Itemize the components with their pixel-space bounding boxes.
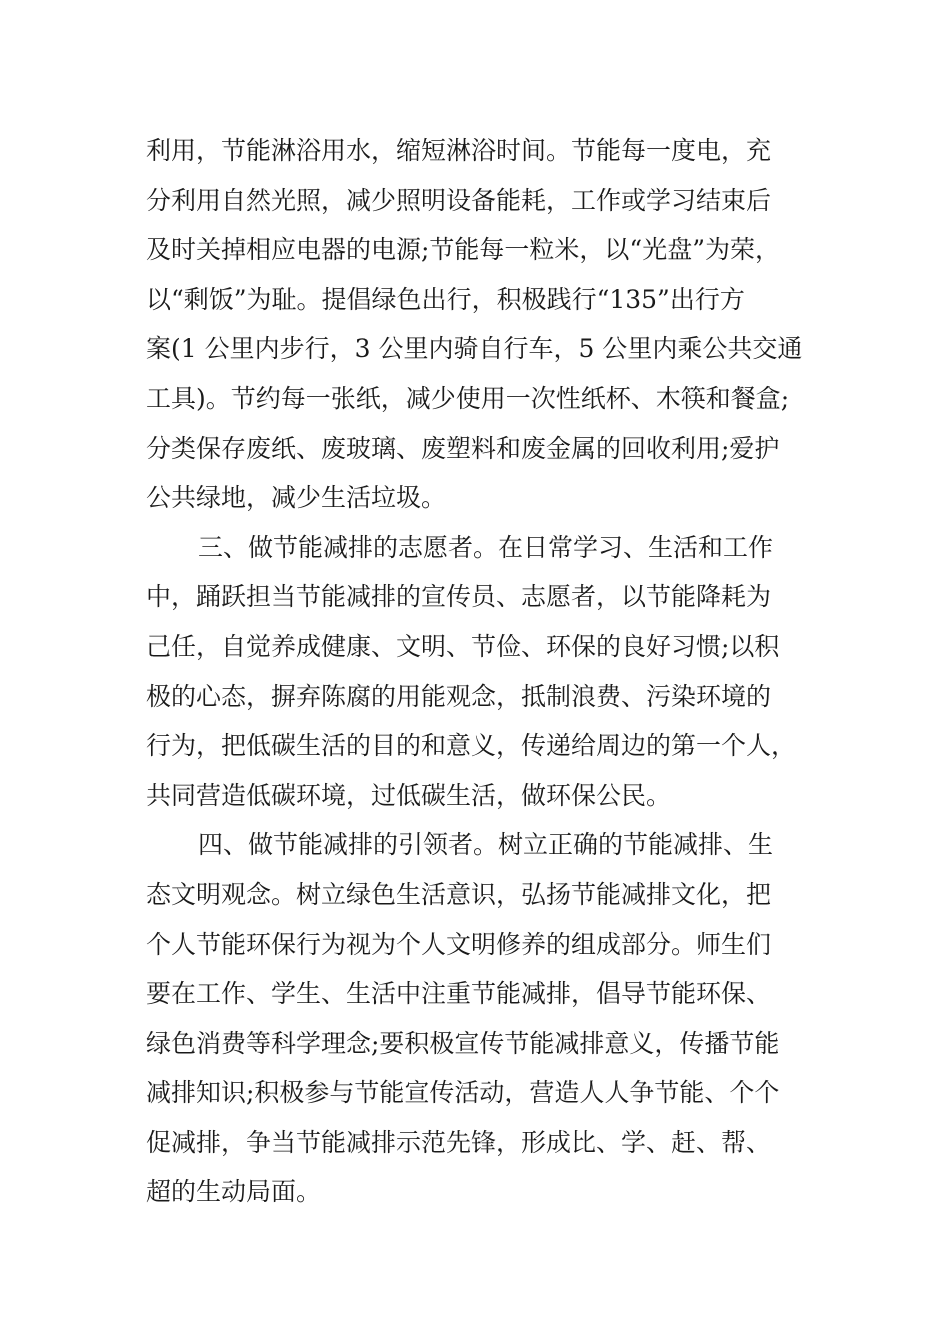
text-line: 要在工作、学生、生活中注重节能减排，倡导节能环保、 (146, 979, 772, 1009)
text-line: 及时关掉相应电器的电源;节能每一粒米，以“光盘”为荣， (146, 235, 780, 265)
text-line: 公共绿地，减少生活垃圾。 (146, 483, 447, 513)
paragraph-heading-line: 四、做节能减排的引领者。树立正确的节能减排、生 (198, 830, 774, 860)
text-line: 分类保存废纸、废玻璃、废塑料和废金属的回收利用;爱护 (146, 433, 780, 463)
text-line: 态文明观念。树立绿色生活意识，弘扬节能减排文化，把 (146, 879, 772, 909)
text-line: 工具)。节约每一张纸，减少使用一次性纸杯、木筷和餐盒; (146, 383, 790, 413)
text-line: 中，踊跃担当节能减排的宣传员、志愿者，以节能降耗为 (146, 582, 772, 612)
text-line: 案(1 公里内步行，3 公里内骑自行车，5 公里内乘公共交通 (146, 334, 803, 364)
text-line: 超的生动局面。 (146, 1177, 322, 1207)
text-line: 共同营造低碳环境，过低碳生活，做环保公民。 (146, 780, 672, 810)
text-line: 分利用自然光照，减少照明设备能耗，工作或学习结束后 (146, 185, 772, 215)
text-line: 促减排，争当节能减排示范先锋，形成比、学、赶、帮、 (146, 1127, 772, 1157)
text-line: 利用，节能淋浴用水，缩短淋浴时间。节能每一度电，充 (146, 136, 772, 165)
text-line: 极的心态，摒弃陈腐的用能观念，抵制浪费、污染环境的 (146, 681, 772, 711)
body-text (146, 126, 816, 1217)
text-line: 个人节能环保行为视为个人文明修养的组成部分。师生们 (146, 929, 772, 959)
text-line: 己任，自觉养成健康、文明、节俭、环保的良好习惯;以积 (146, 631, 780, 661)
text-line: 以“剩饭”为耻。提倡绿色出行，积极践行“135”出行方 (146, 284, 745, 314)
text-line: 减排知识;积极参与节能宣传活动，营造人人争节能、个个 (146, 1078, 780, 1108)
paragraph-heading-line: 三、做节能减排的志愿者。在日常学习、生活和工作 (198, 532, 774, 562)
text-line: 绿色消费等科学理念;要积极宣传节能减排意义，传播节能 (146, 1028, 780, 1058)
text-line: 行为，把低碳生活的目的和意义，传递给周边的第一个人， (146, 731, 797, 761)
